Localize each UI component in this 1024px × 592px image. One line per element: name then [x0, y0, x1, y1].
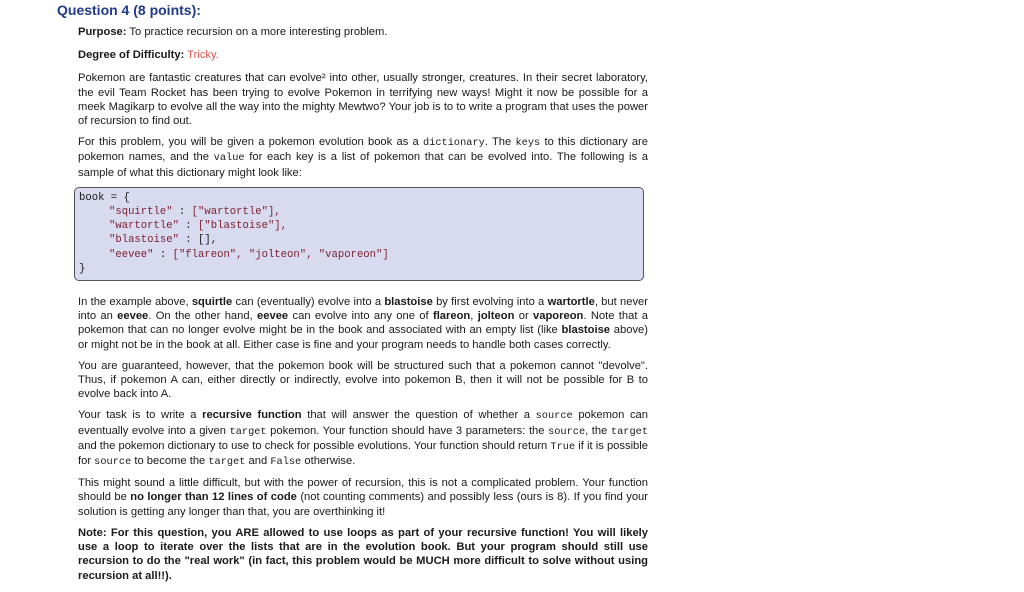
text: and: [245, 455, 271, 468]
text: can evolve into any one of: [288, 310, 433, 323]
text: pokemon can eventually evolve into a given: [78, 409, 649, 437]
text: In the example above,: [78, 296, 192, 309]
text: if it is possible for: [78, 439, 648, 468]
text: . On the other hand,: [148, 310, 258, 323]
task-paragraph: [78, 408, 648, 469]
code-val: ["blastoise"],: [198, 220, 288, 233]
code-key: "wartortle": [109, 220, 179, 233]
code-keys: keys: [515, 137, 541, 150]
code-val: ["flareon", "jolteon", "vaporeon"]: [172, 248, 389, 261]
text: that will answer the question of whether a: [301, 409, 536, 422]
text: for each key is a list of pokemon that can be evolved into. The following is a sample of what this dictionary might look like:: [78, 151, 648, 179]
code-line: [79, 248, 643, 262]
bold: blastoise: [561, 324, 611, 337]
text: otherwise.: [301, 455, 356, 468]
bold: recursive function: [202, 409, 302, 422]
code-key: "blastoise": [109, 234, 179, 247]
purpose-text: To practice recursion on a more interesting problem.: [129, 26, 388, 38]
text: by first evolving into a: [432, 296, 548, 309]
code-value: value: [213, 152, 245, 165]
text: (not counting comments) and possibly less (ours is 8). If you find your solution is getting any longer than that, you are overthinking it!: [78, 491, 648, 518]
bold: blastoise: [384, 296, 433, 309]
text: ,: [470, 310, 478, 323]
code-val: ["wartortle"],: [191, 206, 281, 219]
example-paragraph: [78, 295, 648, 352]
intro-paragraph: Pokemon are fantastic creatures that can evolve² into other, usually stronger, creatures. In their secret laboratory, the evil Team Rocket has been trying to evolve Pokemon in terrifying new ways! Might it now be possible for a meek Magikarp to evolve all the way into the mighty Mewtwo? Your job is to to write a program that uses the power of recursion to find out.: [78, 72, 648, 128]
bold: squirtle: [191, 296, 233, 309]
code-sep: :: [178, 234, 199, 247]
bold: vaporeon: [533, 310, 584, 323]
text: above) or might not be in the book at all. Either case is fine and your program needs to handle both cases correctly.: [78, 324, 648, 351]
note-paragraph: [78, 526, 648, 583]
bold: wartortle: [547, 296, 595, 309]
note-text: Note: For this question, you ARE allowed to use loops as part of your recursive function! You will likely use a loop to iterate over the lists that are in the evolution book. But your program should still use recursion to do the "real work" (in fact, this problem would be MUCH more difficult to solve without using recursion at all!!).: [78, 526, 648, 582]
text: This might sound a little difficult, but with the power of recursion, this is not a complicated problem. Your function should be: [78, 477, 648, 504]
question-title: Question 4 (8 points):: [57, 2, 201, 18]
code-source: source: [94, 456, 132, 469]
text: can (eventually) evolve into a: [232, 296, 385, 309]
text: Your task is to write a: [78, 409, 203, 422]
code-key: "squirtle": [109, 206, 173, 219]
bold: eevee: [117, 310, 149, 323]
code-source: source: [548, 425, 586, 438]
text: pokemon. Your function should have 3 parameters: the: [266, 424, 549, 437]
bold: no longer than 12 lines of code: [130, 491, 297, 504]
text: and the pokemon dictionary to use to check for possible evolutions. Your function should return: [78, 439, 551, 452]
text: to become the: [131, 455, 209, 468]
question-body: [78, 25, 648, 590]
dictionary-paragraph: [78, 135, 648, 180]
code-sample-box: [74, 187, 644, 281]
bold: jolteon: [477, 310, 515, 323]
code-target: target: [229, 425, 267, 438]
code-sep: :: [172, 206, 192, 219]
difficulty-label: Degree of Difficulty:: [78, 49, 185, 62]
text: . Note that a pokemon that can no longer evolve might be in the book and associated with an empty list (like: [78, 310, 649, 337]
text: , but never into an: [78, 296, 648, 323]
text: , the: [585, 424, 611, 437]
purpose-label: Purpose:: [78, 26, 127, 38]
bold: eevee: [257, 310, 289, 323]
code-true: True: [550, 440, 576, 453]
code-line: [79, 205, 643, 219]
code-false: False: [270, 456, 302, 469]
code-sep: :: [178, 220, 199, 233]
code-target: target: [208, 456, 246, 469]
code-close-line: }: [79, 262, 86, 275]
difficulty-line: [78, 48, 648, 62]
code-source: source: [535, 410, 573, 423]
code-target: target: [610, 425, 648, 438]
length-paragraph: [78, 476, 648, 519]
text: or: [514, 310, 534, 323]
text: . The: [484, 136, 516, 149]
purpose-line: [78, 25, 648, 39]
text: to this dictionary are pokemon names, and the: [78, 136, 648, 164]
bold: flareon: [432, 310, 471, 323]
devolve-paragraph: You are guaranteed, however, that the pokemon book will be structured such that a pokemon cannot "devolve". Thus, if pokemon A can, either directly or indirectly, evolve into pokemon B, then it will not be possible for B to evolve back into A.: [78, 359, 648, 401]
code-open-line: book = {: [79, 191, 130, 204]
code-line: [79, 219, 643, 233]
difficulty-value: Tricky.: [187, 49, 219, 62]
code-key: "eevee": [109, 248, 154, 261]
code-sep: :: [153, 248, 173, 261]
code-line: [79, 233, 643, 247]
code-val: [],: [198, 234, 218, 247]
code-dictionary: dictionary: [423, 137, 485, 150]
text: For this problem, you will be given a pokemon evolution book as a: [78, 136, 424, 149]
